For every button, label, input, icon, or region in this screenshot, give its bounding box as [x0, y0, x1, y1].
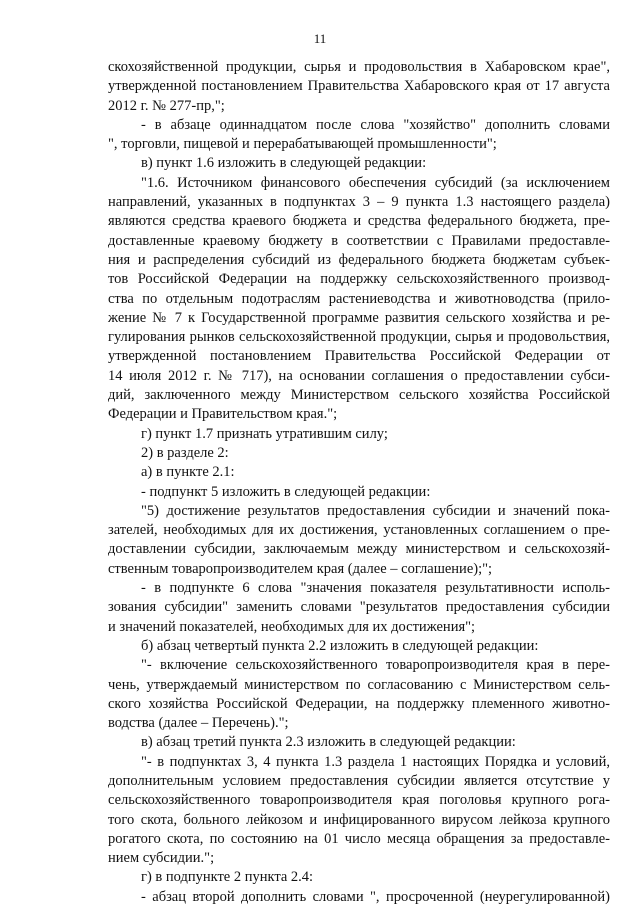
text-line: "1.6. Источником финансового обеспечения субсидий (за исключением	[141, 174, 610, 191]
text-line: жение № 7 к Государственной программе развития сельского хозяйства и ре-	[108, 309, 610, 326]
text-line: - абзац второй дополнить словами ", просроченной (неурегулированной)	[141, 888, 610, 905]
text-line: дополнительным условием предоставления субсидии является отсутствие у	[108, 772, 610, 789]
text-line: ского хозяйства Российской Федерации, на поддержку племенного животно-	[108, 695, 610, 712]
text-line: 2012 г. № 277-пр,";	[108, 97, 225, 114]
text-line: - в абзаце одиннадцатом после слова "хозяйство" дополнить словами	[141, 116, 610, 133]
text-line: ", торговли, пищевой и перерабатывающей промышленности";	[108, 136, 497, 153]
page-number: 11	[313, 31, 327, 46]
text-line: дий, заключенного между Министерством сельского хозяйства Российской	[108, 387, 610, 404]
text-line: являются средства краевого бюджета и средства федерального бюджета, пре-	[108, 213, 610, 230]
text-line: "- в подпунктах 3, 4 пункта 1.3 раздела 1 настоящих Порядка и условий,	[141, 753, 610, 770]
text-line: доставлении субсидии, заключаемым между министерством и сельскохозяй-	[108, 541, 610, 558]
text-line: скохозяйственной продукции, сырья и продовольствия в Хабаровском крае",	[108, 59, 610, 75]
text-line: в) абзац третий пункта 2.3 изложить в следующей редакции:	[141, 734, 516, 751]
text-line: 14 июля 2012 г. № 717), на основании соглашения о предоставлении субси-	[108, 367, 610, 384]
text-line: ственным товаропроизводителем края (далее – соглашение);";	[108, 560, 493, 577]
text-line: доставленные краевому бюджету в соответствии с Правилами предоставле-	[108, 232, 610, 249]
text-line: Федерации и Правительством края.";	[108, 406, 338, 423]
text-line: направлений, указанных в подпунктах 3 – 9 пункта 1.3 настоящего раздела)	[108, 194, 610, 211]
text-line: "- включение сельскохозяйственного товаропроизводителя края в пере-	[141, 657, 610, 674]
text-line: г) пункт 1.7 признать утратившим силу;	[141, 425, 388, 442]
body-text	[108, 58, 610, 907]
text-line: - подпункт 5 изложить в следующей редакции:	[141, 483, 431, 500]
text-line: чень, утверждаемый министерством по согласованию с Министерством сель-	[108, 676, 610, 693]
text-line: 2) в разделе 2:	[141, 444, 229, 461]
text-line: ства по отдельным подотраслям растениеводства и животноводства (прило-	[108, 290, 610, 307]
text-line: "5) достижение результатов предоставления субсидии и значений пока-	[141, 502, 610, 519]
text-line: водства (далее – Перечень).";	[108, 715, 289, 732]
text-line: рогатого скота, по состоянию на 01 число месяца обращения за предоставле-	[108, 830, 610, 847]
text-line: а) в пункте 2.1:	[141, 464, 235, 481]
text-line: б) абзац четвертый пункта 2.2 изложить в следующей редакции:	[141, 637, 539, 654]
text-line: сельскохозяйственного товаропроизводителя края поголовья крупного рога-	[108, 792, 610, 809]
text-line: г) в подпункте 2 пункта 2.4:	[141, 869, 314, 886]
text-line: зования субсидии" заменить словами "результатов предоставления субсидии	[108, 599, 610, 616]
text-line: ния и распределения субсидий из федерального бюджета бюджетам субъек-	[108, 251, 610, 268]
text-line: зателей, необходимых для их достижения, установленных соглашением о пре-	[108, 522, 610, 539]
text-line: утвержденной постановлением Правительства Российской Федерации от	[108, 348, 610, 365]
text-line: и значений показателей, необходимых для их достижения";	[108, 618, 476, 635]
text-line: в) пункт 1.6 изложить в следующей редакции:	[141, 155, 427, 172]
text-line: - в подпункте 6 слова "значения показателя результативности исполь-	[141, 580, 610, 597]
text-line: того скота, больного лейкозом и инфицированного вирусом лейкоза крупного	[108, 811, 610, 828]
text-line: гулирования рынков сельскохозяйственной продукции, сырья и продовольствия,	[108, 329, 610, 346]
text-line: тов Российской Федерации на поддержку сельскохозяйственного производ-	[108, 271, 610, 288]
text-line: утвержденной постановлением Правительства Хабаровского края от 17 августа	[108, 78, 610, 95]
text-line: нием субсидии.";	[108, 850, 215, 867]
